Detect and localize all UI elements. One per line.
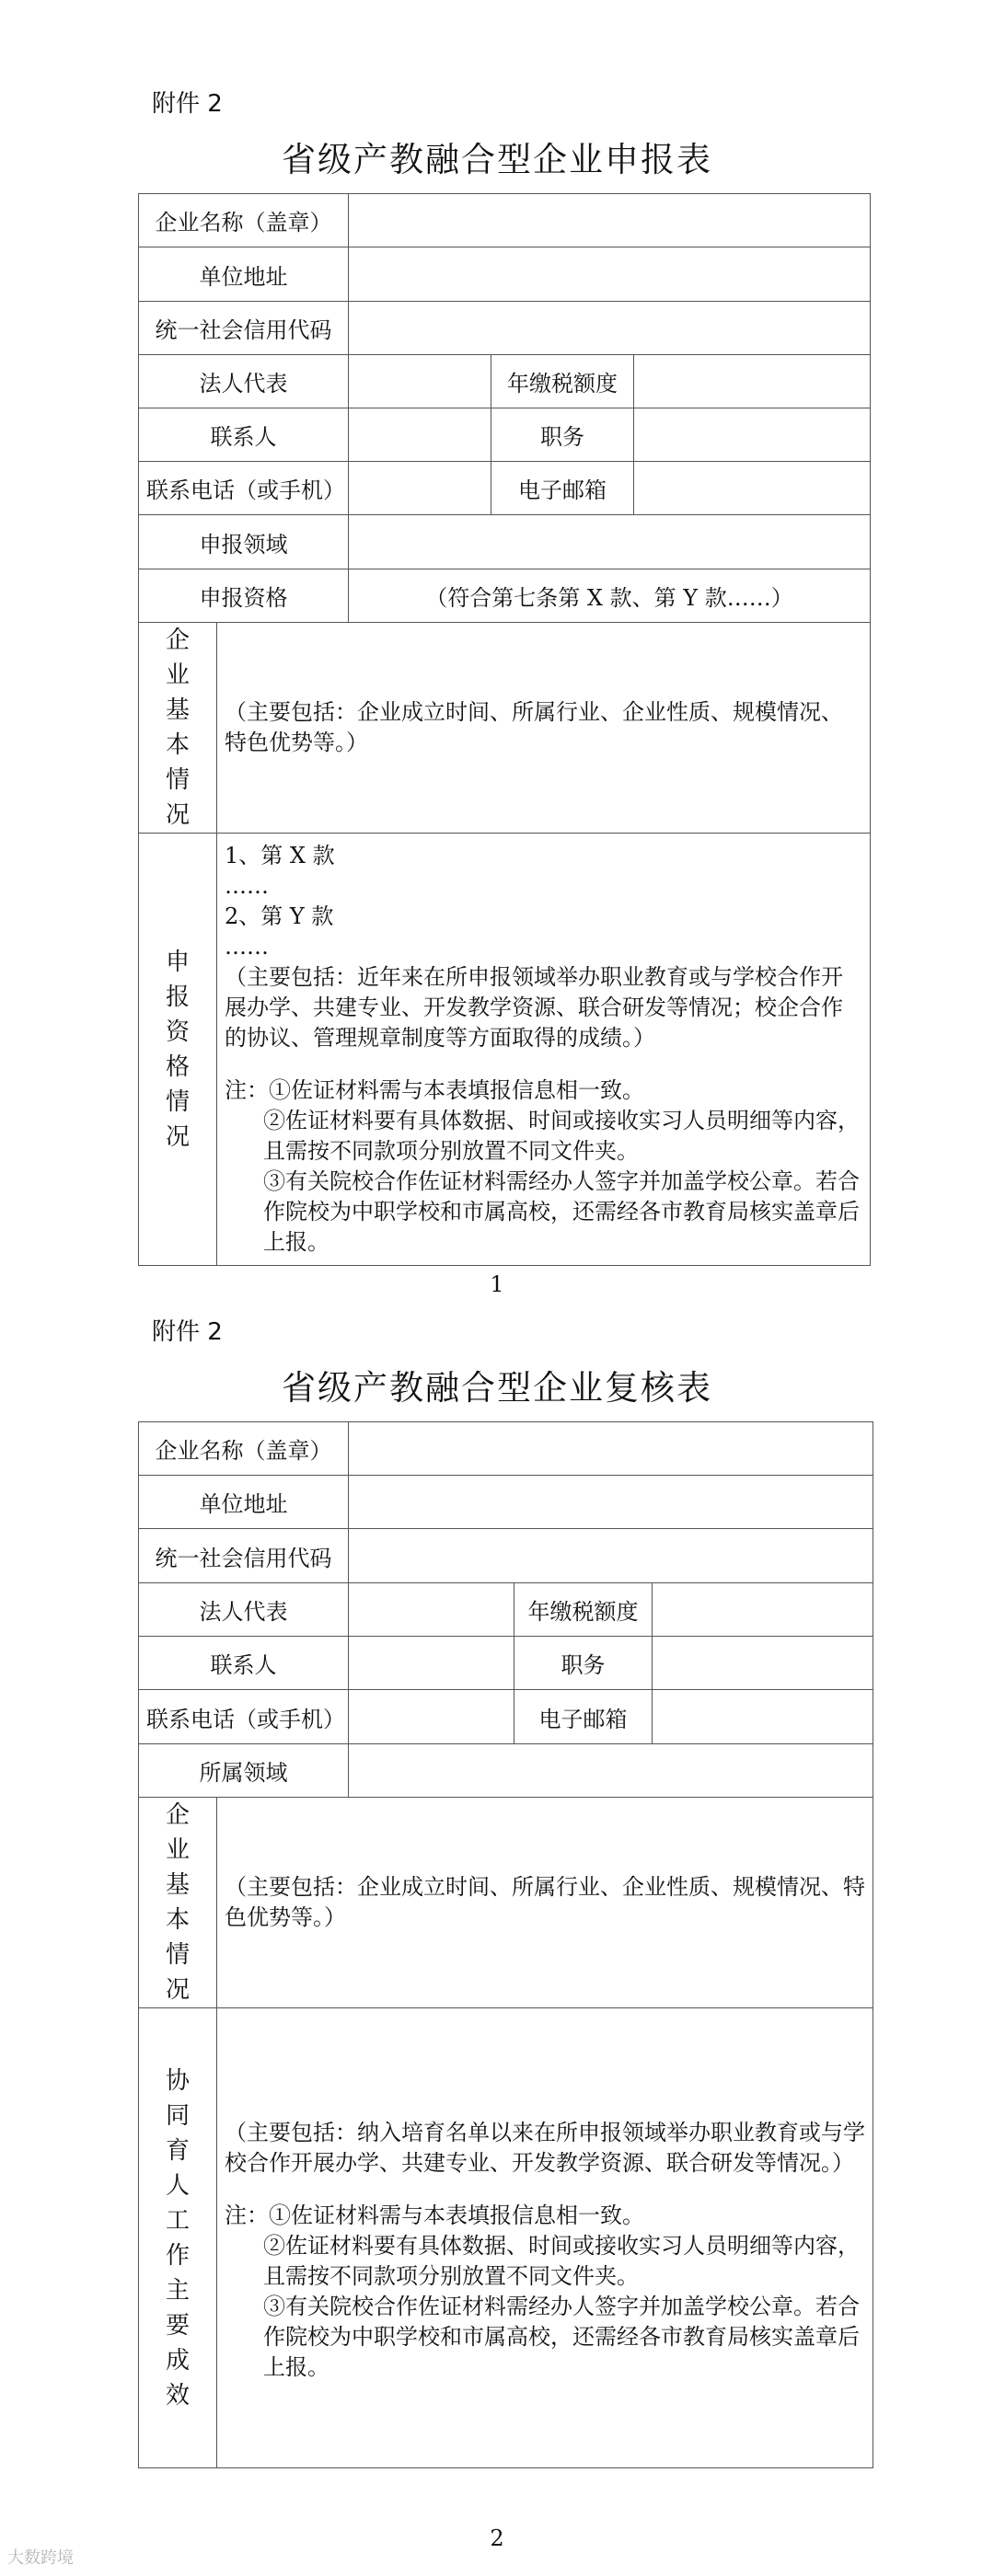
field-email[interactable] (653, 1690, 873, 1744)
basic-info-char: 情 (165, 766, 190, 794)
cooperation-note-1: 注：①佐证材料需与本表填报信息相一致。 (225, 2202, 644, 2228)
label-legal-rep: 法人代表 (139, 1583, 349, 1637)
qualification-detail-label (139, 834, 217, 1266)
label-tax: 年缴税额度 (514, 1583, 653, 1637)
field-field[interactable] (349, 515, 871, 569)
watermark: 大数跨境 (7, 2548, 74, 2568)
attachment-label: 附件 2 (152, 90, 223, 118)
page-title: 省级产教融合型企业复核表 (282, 1368, 712, 1408)
field-phone[interactable] (349, 462, 491, 515)
basic-info-note: （主要包括：企业成立时间、所属行业、企业性质、规模情况、特色优势等。） (225, 699, 843, 755)
cooperation-char: 主 (165, 2276, 190, 2305)
page-number: 1 (490, 1271, 504, 1297)
basic-info-char: 企 (165, 627, 190, 654)
basic-info-content[interactable] (217, 1798, 873, 2008)
review-form-table (138, 1421, 873, 2468)
basic-info-char: 基 (165, 696, 190, 724)
label-address: 单位地址 (139, 247, 349, 302)
qualification-dots-2: …… (225, 934, 269, 960)
field-contact[interactable] (349, 1637, 514, 1690)
qualification-note-1: 注：①佐证材料需与本表填报信息相一致。 (225, 1077, 644, 1103)
application-form-table (138, 193, 871, 1266)
basic-info-char: 本 (165, 731, 190, 759)
cooperation-char: 人 (165, 2171, 190, 2200)
label-qualification: 申报资格 (139, 569, 349, 623)
qualification-note-3: ③有关院校合作佐证材料需经办人签字并加盖学校公章。若合作院校为中职学校和市属高校，还需经各市教育局核实盖章后上报。 (263, 1168, 860, 1255)
qualification-dots-1: …… (225, 873, 269, 899)
cooperation-char: 协 (165, 2066, 190, 2095)
field-tax[interactable] (653, 1583, 873, 1637)
label-contact: 联系人 (139, 408, 349, 462)
page-number: 2 (490, 2525, 504, 2551)
basic-info-char: 业 (165, 1836, 190, 1864)
cooperation-char: 成 (165, 2346, 190, 2375)
qualification-item-2: 2、第 Y 款 (225, 903, 334, 929)
qualification-note[interactable]: （符合第七条第 X 款、第 Y 款……） (349, 569, 871, 623)
label-email: 电子邮箱 (491, 462, 634, 515)
cooperation-char: 育 (165, 2136, 190, 2165)
label-field: 申报领域 (139, 515, 349, 569)
attachment-label: 附件 2 (152, 1318, 223, 1346)
label-company-name: 企业名称（盖章） (139, 1422, 349, 1476)
field-phone[interactable] (349, 1690, 514, 1744)
qualification-char: 申 (165, 948, 190, 976)
qualification-char: 况 (165, 1122, 190, 1151)
field-legal-rep[interactable] (349, 355, 491, 408)
qualification-char: 资 (165, 1018, 190, 1046)
label-legal-rep: 法人代表 (139, 355, 349, 408)
cooperation-main-note: （主要包括：纳入培育名单以来在所申报领域举办职业教育或与学校合作开展办学、共建专业、开发教学资源、联合研发等情况。） (225, 2119, 865, 2176)
cooperation-results-content[interactable] (217, 2008, 873, 2468)
label-credit-code: 统一社会信用代码 (139, 302, 349, 355)
qualification-char: 报 (165, 983, 190, 1011)
field-legal-rep[interactable] (349, 1583, 514, 1637)
cooperation-char: 同 (165, 2101, 190, 2130)
field-contact[interactable] (349, 408, 491, 462)
cooperation-char: 工 (165, 2206, 190, 2235)
label-tax: 年缴税额度 (491, 355, 634, 408)
label-position: 职务 (491, 408, 634, 462)
field-address[interactable] (349, 247, 871, 302)
field-company-name[interactable] (349, 1422, 873, 1476)
qualification-char: 格 (165, 1052, 190, 1081)
field-address[interactable] (349, 1476, 873, 1529)
basic-info-char: 基 (165, 1871, 190, 1899)
cooperation-char: 作 (165, 2241, 190, 2270)
basic-info-char: 况 (165, 801, 190, 829)
cooperation-char: 要 (165, 2311, 190, 2340)
qualification-note-2: ②佐证材料要有具体数据、时间或接收实习人员明细等内容，且需按不同款项分别放置不同文件夹。 (263, 1108, 860, 1164)
label-phone: 联系电话（或手机） (139, 1690, 349, 1744)
cooperation-results-label (139, 2008, 217, 2468)
field-company-name[interactable] (349, 194, 871, 247)
field-field[interactable] (349, 1744, 873, 1798)
qualification-item-1: 1、第 X 款 (225, 843, 335, 868)
basic-info-content[interactable] (217, 623, 871, 834)
field-position[interactable] (653, 1637, 873, 1690)
cooperation-note-2: ②佐证材料要有具体数据、时间或接收实习人员明细等内容，且需按不同款项分别放置不同文件夹。 (263, 2232, 860, 2289)
field-position[interactable] (634, 408, 871, 462)
basic-info-label (139, 1798, 217, 2008)
label-position: 职务 (514, 1637, 653, 1690)
qualification-detail-content[interactable] (217, 834, 871, 1266)
basic-info-char: 本 (165, 1906, 190, 1934)
basic-info-char: 况 (165, 1976, 190, 2004)
basic-info-char: 业 (165, 661, 190, 689)
page-title: 省级产教融合型企业申报表 (282, 140, 712, 179)
label-email: 电子邮箱 (514, 1690, 653, 1744)
field-credit-code[interactable] (349, 1529, 873, 1583)
label-company-name: 企业名称（盖章） (139, 194, 349, 247)
field-credit-code[interactable] (349, 302, 871, 355)
label-credit-code: 统一社会信用代码 (139, 1529, 349, 1583)
basic-info-label (139, 623, 217, 834)
qualification-main-note: （主要包括：近年来在所申报领域举办职业教育或与学校合作开展办学、共建专业、开发教学资源、联合研发等情况；校企合作的协议、管理规章制度等方面取得的成绩。） (225, 964, 843, 1051)
label-contact: 联系人 (139, 1637, 349, 1690)
label-phone: 联系电话（或手机） (139, 462, 349, 515)
cooperation-note-3: ③有关院校合作佐证材料需经办人签字并加盖学校公章。若合作院校为中职学校和市属高校，还需经各市教育局核实盖章后上报。 (263, 2293, 860, 2380)
qualification-char: 情 (165, 1087, 190, 1116)
basic-info-note: （主要包括：企业成立时间、所属行业、企业性质、规模情况、特色优势等。） (225, 1874, 865, 1930)
basic-info-char: 企 (165, 1801, 190, 1829)
label-field: 所属领域 (139, 1744, 349, 1798)
basic-info-char: 情 (165, 1941, 190, 1969)
cooperation-char: 效 (165, 2381, 190, 2409)
label-address: 单位地址 (139, 1476, 349, 1529)
field-email[interactable] (634, 462, 871, 515)
field-tax[interactable] (634, 355, 871, 408)
